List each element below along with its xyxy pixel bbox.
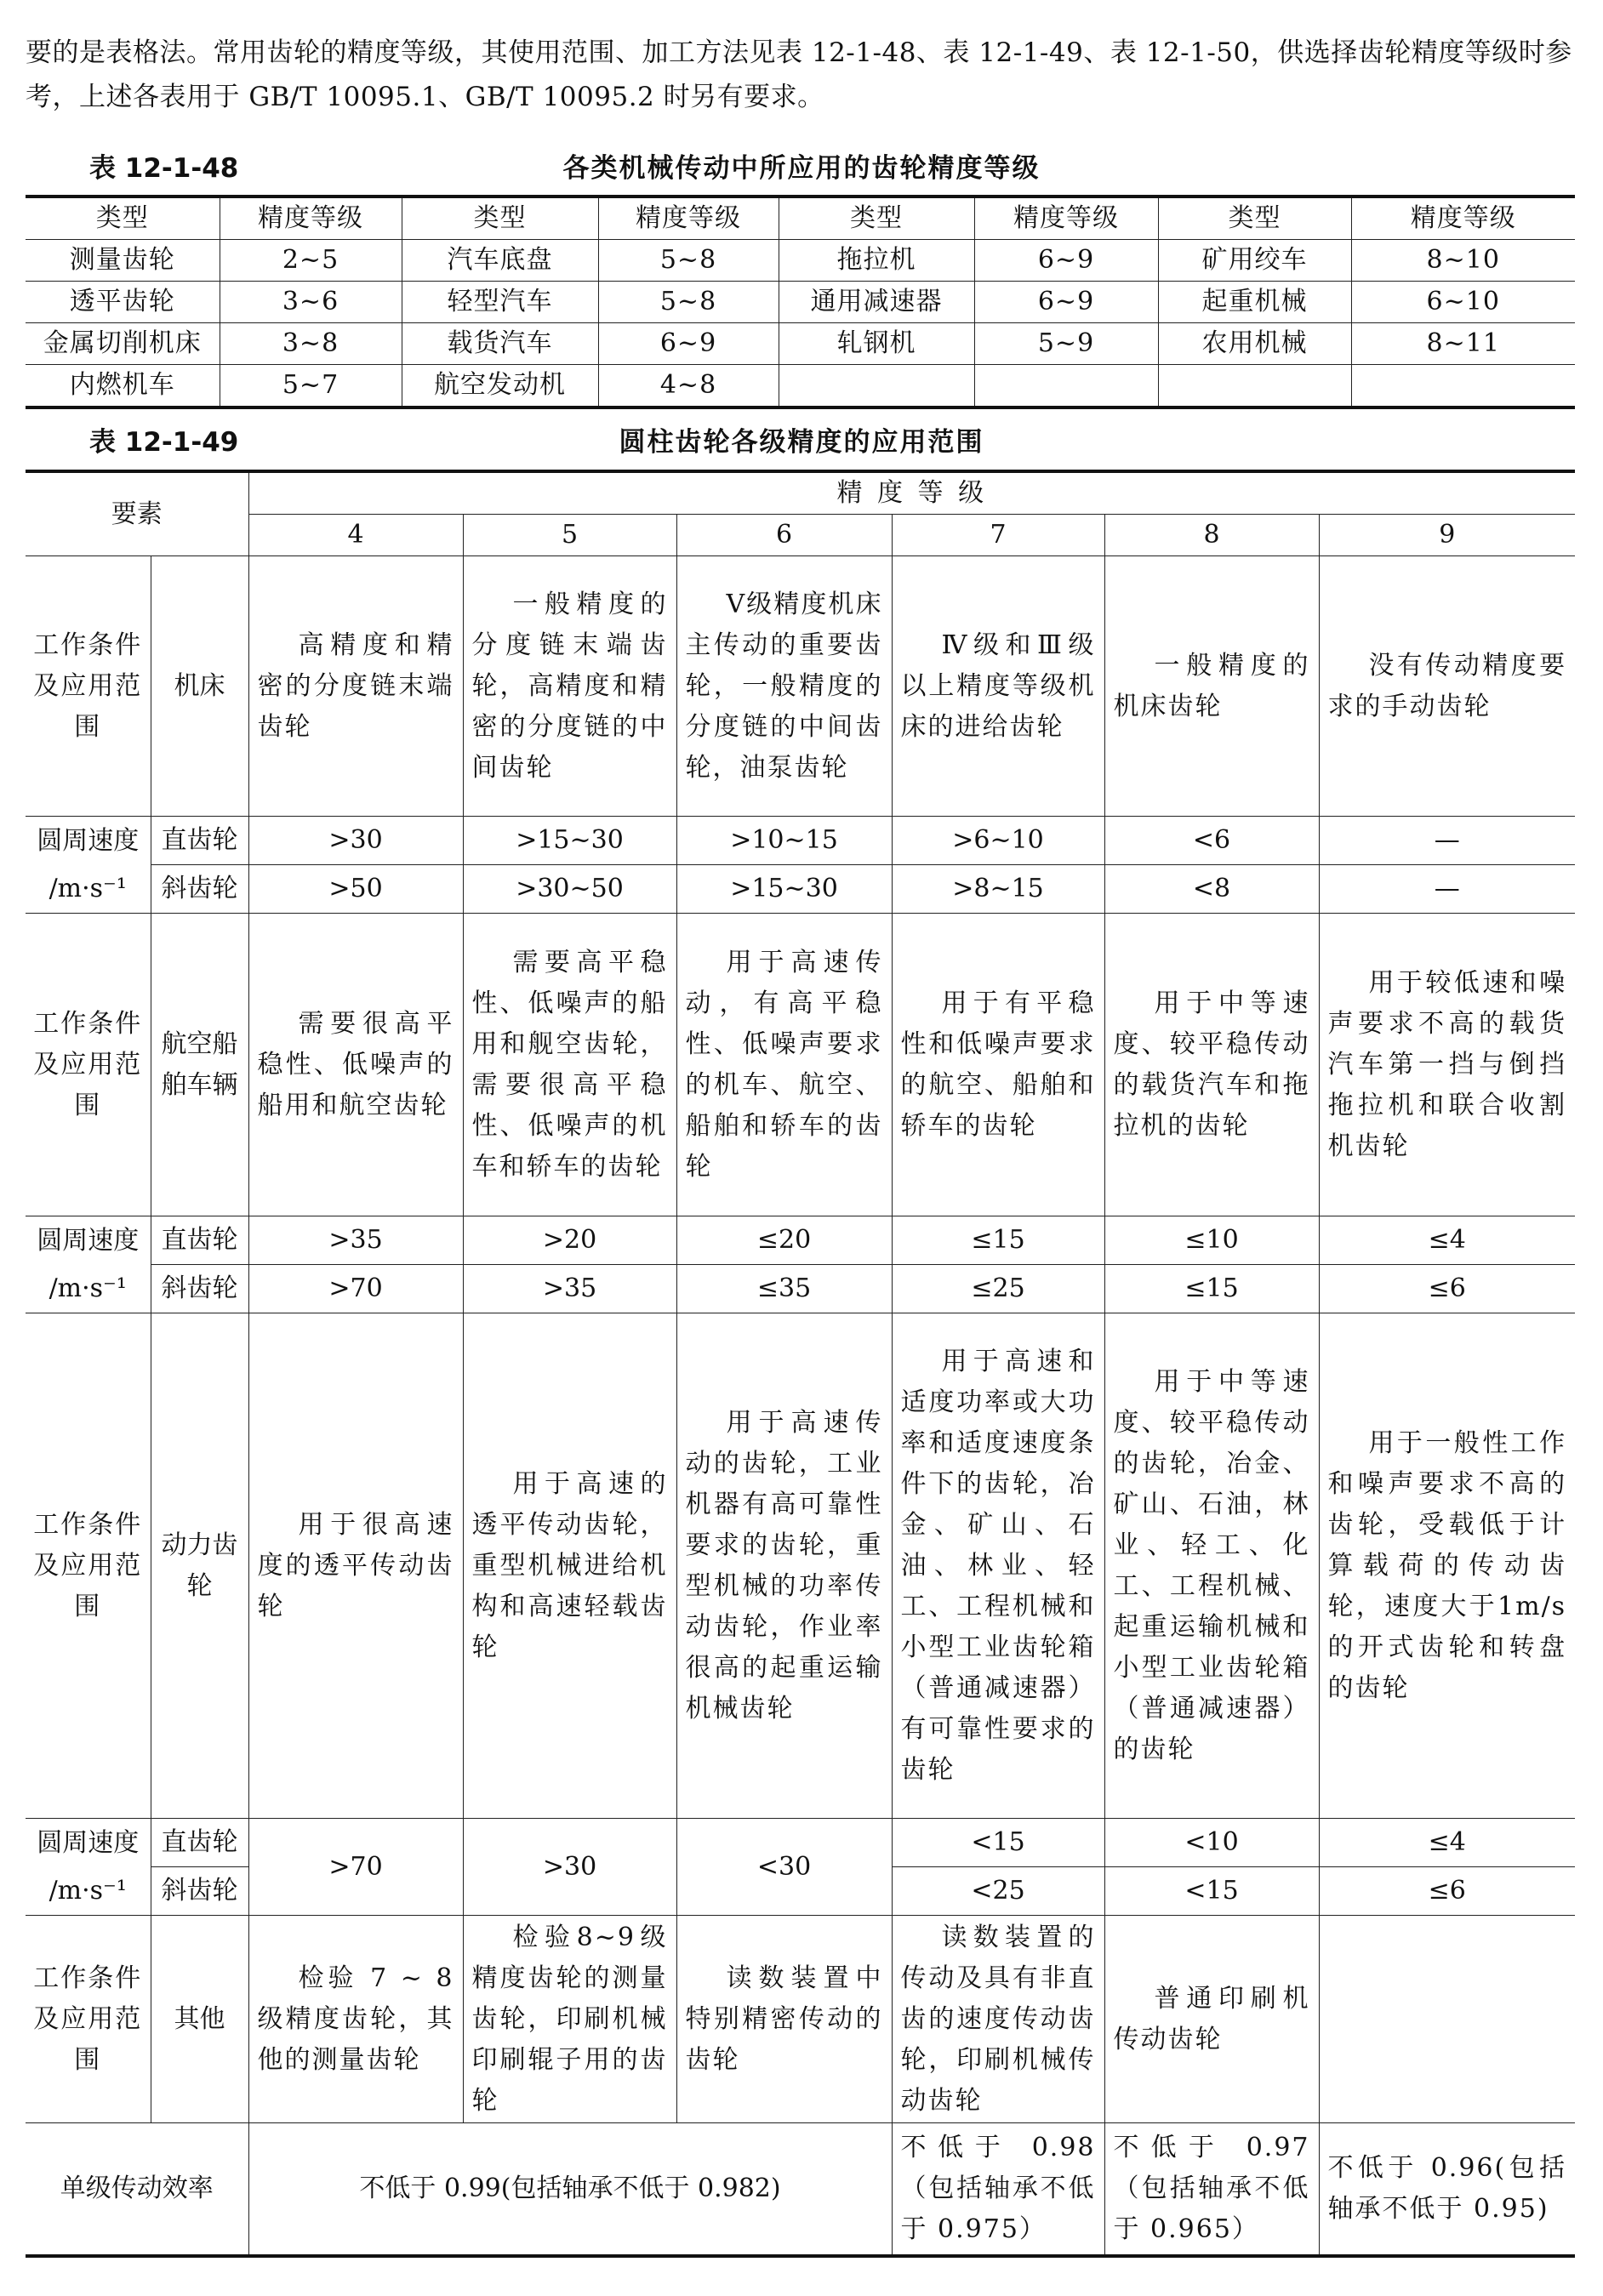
table-cell: 2~5 [220,240,402,282]
table48-number: 表 12-1-48 [89,153,239,184]
table-cell: 5~7 [220,365,402,408]
header-row [26,471,1575,515]
application-description: 用于高速传动的齿轮，工业机器有高可靠性要求的齿轮，重型机械的功率传动齿轮，作业率很高的起重运输机械齿轮 [676,1313,892,1819]
table-cell [779,365,974,408]
table-cell: 4~8 [598,365,779,408]
application-row [26,1916,1575,2123]
table-cell: 6~9 [974,282,1158,323]
table-12-1-49 [26,470,1575,2258]
table-row [26,365,1575,408]
grade-header-9: 9 [1319,515,1575,556]
speed-value: >30 [248,817,463,865]
speed-value: >8~15 [892,865,1104,914]
application-description: 一般精度的机床齿轮 [1104,556,1319,817]
speed-value: >20 [463,1216,676,1265]
application-description: 没有传动精度要求的手动齿轮 [1319,556,1575,817]
helical-gear-label: 斜齿轮 [151,865,248,914]
speed-value: ≤35 [676,1265,892,1313]
application-description: 读数装置的传动及具有非直齿的速度传动齿轮，印刷机械传动齿轮 [892,1916,1104,2123]
table-cell: 5~9 [974,323,1158,365]
speed-row-spur [26,1216,1575,1265]
speed-label-cell [26,817,151,914]
table48-header-row [26,197,1575,240]
speed-value: >15~30 [463,817,676,865]
speed-value: — [1319,865,1575,914]
application-description: 用于中等速度、较平稳传动的载货汽车和拖拉机的齿轮 [1104,914,1319,1216]
speed-value: <30 [676,1819,892,1916]
application-row [26,1313,1575,1819]
section-label: 工作条件及应用范围 [26,1916,151,2123]
table-cell: 矿用绞车 [1158,240,1351,282]
speed-row-spur [26,817,1575,865]
column-header: 精度等级 [220,197,402,240]
table-cell: 轧钢机 [779,323,974,365]
table-cell [1351,365,1575,408]
column-header: 类型 [26,197,220,240]
speed-unit: /m·s⁻¹ [48,1875,127,1906]
speed-value: >70 [248,1265,463,1313]
application-description: 用于中等速度、较平稳传动的齿轮，冶金、矿山、石油，林业、轻工、化工、工程机械、起重运输机械和小型工业齿轮箱（普通减速器）的齿轮 [1104,1313,1319,1819]
speed-value: ≤10 [1104,1216,1319,1265]
helical-gear-label: 斜齿轮 [151,1867,248,1916]
efficiency-value: 不低于 0.99(包括轴承不低于 0.982) [248,2123,892,2256]
speed-value: <6 [1104,817,1319,865]
application-description: Ⅳ级和Ⅲ级以上精度等级机床的进给齿轮 [892,556,1104,817]
application-description: 需要很高平稳性、低噪声的船用和航空齿轮 [248,914,463,1216]
application-description: 用于有平稳性和低噪声要求的航空、船舶和轿车的齿轮 [892,914,1104,1216]
application-row [26,914,1575,1216]
table-12-1-48 [26,195,1575,409]
speed-value: >35 [248,1216,463,1265]
column-header: 精度等级 [1351,197,1575,240]
table-row [26,323,1575,365]
column-header: 类型 [402,197,598,240]
section-label: 工作条件及应用范围 [26,1313,151,1819]
application-description: 高精度和精密的分度链末端齿轮 [248,556,463,817]
efficiency-label: 单级传动效率 [26,2123,248,2256]
table-cell: 6~9 [598,323,779,365]
table-cell: 8~11 [1351,323,1575,365]
speed-row-spur [26,1819,1575,1867]
table-cell: 轻型汽车 [402,282,598,323]
grade-header-8: 8 [1104,515,1319,556]
speed-value: ≤6 [1319,1867,1575,1916]
table-cell: 内燃机车 [26,365,220,408]
speed-row-helical [26,1265,1575,1313]
table-cell: 拖拉机 [779,240,974,282]
grade-header-4: 4 [248,515,463,556]
table-cell: 航空发动机 [402,365,598,408]
grade-header-6: 6 [676,515,892,556]
speed-value: <10 [1104,1819,1319,1867]
speed-value: <15 [892,1819,1104,1867]
section-label: 工作条件及应用范围 [26,914,151,1216]
section-sublabel: 其他 [151,1916,248,2123]
application-description: 用于高速和适度功率或大功率和适度速度条件下的齿轮，冶金、矿山、石油、林业、轻工、工程机械和小型工业齿轮箱（普通减速器）有可靠性要求的齿轮 [892,1313,1104,1819]
table-cell: 农用机械 [1158,323,1351,365]
speed-value: >30~50 [463,865,676,914]
speed-value: ≤4 [1319,1216,1575,1265]
table-cell: 汽车底盘 [402,240,598,282]
efficiency-row [26,2123,1575,2256]
speed-value: >10~15 [676,817,892,865]
speed-unit: /m·s⁻¹ [48,1273,127,1303]
speed-value: ≤25 [892,1265,1104,1313]
column-header: 精度等级 [974,197,1158,240]
table-cell: 载货汽车 [402,323,598,365]
application-description: 用于很高速度的透平传动齿轮 [248,1313,463,1819]
table-cell: 6~9 [974,240,1158,282]
application-description: Ⅴ级精度机床主传动的重要齿轮，一般精度的分度链的中间齿轮，油泵齿轮 [676,556,892,817]
table-cell: 5~8 [598,282,779,323]
spur-gear-label: 直齿轮 [151,1216,248,1265]
application-description: 用于一般性工作和噪声要求不高的齿轮，受载低于计算载荷的传动齿轮，速度大于1m/s的开式齿轮和转盘的齿轮 [1319,1313,1575,1819]
table-cell: 3~8 [220,323,402,365]
speed-label: 圆周速度 [37,825,140,856]
table-cell [1158,365,1351,408]
column-header: 精度等级 [598,197,779,240]
application-description: 一般精度的分度链末端齿轮，高精度和精密的分度链的中间齿轮 [463,556,676,817]
speed-value: <15 [1104,1867,1319,1916]
speed-label: 圆周速度 [37,1827,140,1858]
section-label: 工作条件及应用范围 [26,556,151,817]
table-cell: 6~10 [1351,282,1575,323]
application-description [1319,1916,1575,2123]
table-cell: 5~8 [598,240,779,282]
speed-value: ≤6 [1319,1265,1575,1313]
column-header: 类型 [779,197,974,240]
speed-value: >30 [463,1819,676,1916]
speed-value: <25 [892,1867,1104,1916]
section-sublabel: 航空船舶车辆 [151,914,248,1216]
application-description: 用于高速的透平传动齿轮，重型机械进给机构和高速轻载齿轮 [463,1313,676,1819]
efficiency-value: 不低于 0.98（包括轴承不低于 0.975） [892,2123,1104,2256]
table-cell: 金属切削机床 [26,323,220,365]
application-description: 用于高速传动，有高平稳性、低噪声要求的机车、航空、船舶和轿车的齿轮 [676,914,892,1216]
speed-value: ≤20 [676,1216,892,1265]
table-cell: 8~10 [1351,240,1575,282]
speed-value: >70 [248,1819,463,1916]
speed-value: ≤4 [1319,1819,1575,1867]
intro-paragraph: 要的是表格法。常用齿轮的精度等级，其使用范围、加工方法见表 12-1-48、表 12-1-49、表 12-1-50，供选择齿轮精度等级时参考，上述各表用于 GB/T 10095.1、GB/T 10095.2 时另有要求。 [26,37,1572,112]
speed-value: >6~10 [892,817,1104,865]
application-description: 检验8~9级精度齿轮的测量齿轮，印刷机械印刷辊子用的齿轮 [463,1916,676,2123]
application-description: 读数装置中特别精密传动的齿轮 [676,1916,892,2123]
application-description: 检验 7 ~ 8 级精度齿轮，其他的测量齿轮 [248,1916,463,2123]
speed-label: 圆周速度 [37,1225,140,1256]
speed-value: >50 [248,865,463,914]
column-header: 类型 [1158,197,1351,240]
grade-header-5: 5 [463,515,676,556]
grade-header-7: 7 [892,515,1104,556]
speed-value: >35 [463,1265,676,1313]
grade-header: 精 度 等 级 [248,471,1575,515]
table-row [26,240,1575,282]
application-description: 需要高平稳性、低噪声的船用和舰空齿轮，需要很高平稳性、低噪声的机车和轿车的齿轮 [463,914,676,1216]
speed-value: >15~30 [676,865,892,914]
grades-row [26,515,1575,556]
table48-title: 各类机械传动中所应用的齿轮精度等级 [562,153,1041,184]
efficiency-value: 不低于 0.96(包括轴承不低于 0.95) [1319,2123,1575,2256]
helical-gear-label: 斜齿轮 [151,1265,248,1313]
speed-value: — [1319,817,1575,865]
table-row [26,282,1575,323]
table49-title: 圆柱齿轮各级精度的应用范围 [619,427,984,458]
table-cell: 透平齿轮 [26,282,220,323]
speed-value: ≤15 [892,1216,1104,1265]
speed-unit: /m·s⁻¹ [48,873,127,903]
speed-row-helical [26,865,1575,914]
section-sublabel: 机床 [151,556,248,817]
application-row [26,556,1575,817]
table49-number: 表 12-1-49 [89,427,239,458]
table-cell: 测量齿轮 [26,240,220,282]
table-cell: 3~6 [220,282,402,323]
speed-label-cell [26,1819,151,1916]
speed-value: <8 [1104,865,1319,914]
application-description: 用于较低速和噪声要求不高的载货汽车第一挡与倒挡拖拉机和联合收割机齿轮 [1319,914,1575,1216]
efficiency-value: 不低于 0.97（包括轴承不低于 0.965） [1104,2123,1319,2256]
section-sublabel: 动力齿轮 [151,1313,248,1819]
speed-value: ≤15 [1104,1265,1319,1313]
speed-label-cell [26,1216,151,1313]
table-cell: 通用减速器 [779,282,974,323]
application-description: 普通印刷机传动齿轮 [1104,1916,1319,2123]
spur-gear-label: 直齿轮 [151,817,248,865]
table-cell: 起重机械 [1158,282,1351,323]
spur-gear-label: 直齿轮 [151,1819,248,1867]
element-header: 要素 [26,471,248,556]
table-cell [974,365,1158,408]
